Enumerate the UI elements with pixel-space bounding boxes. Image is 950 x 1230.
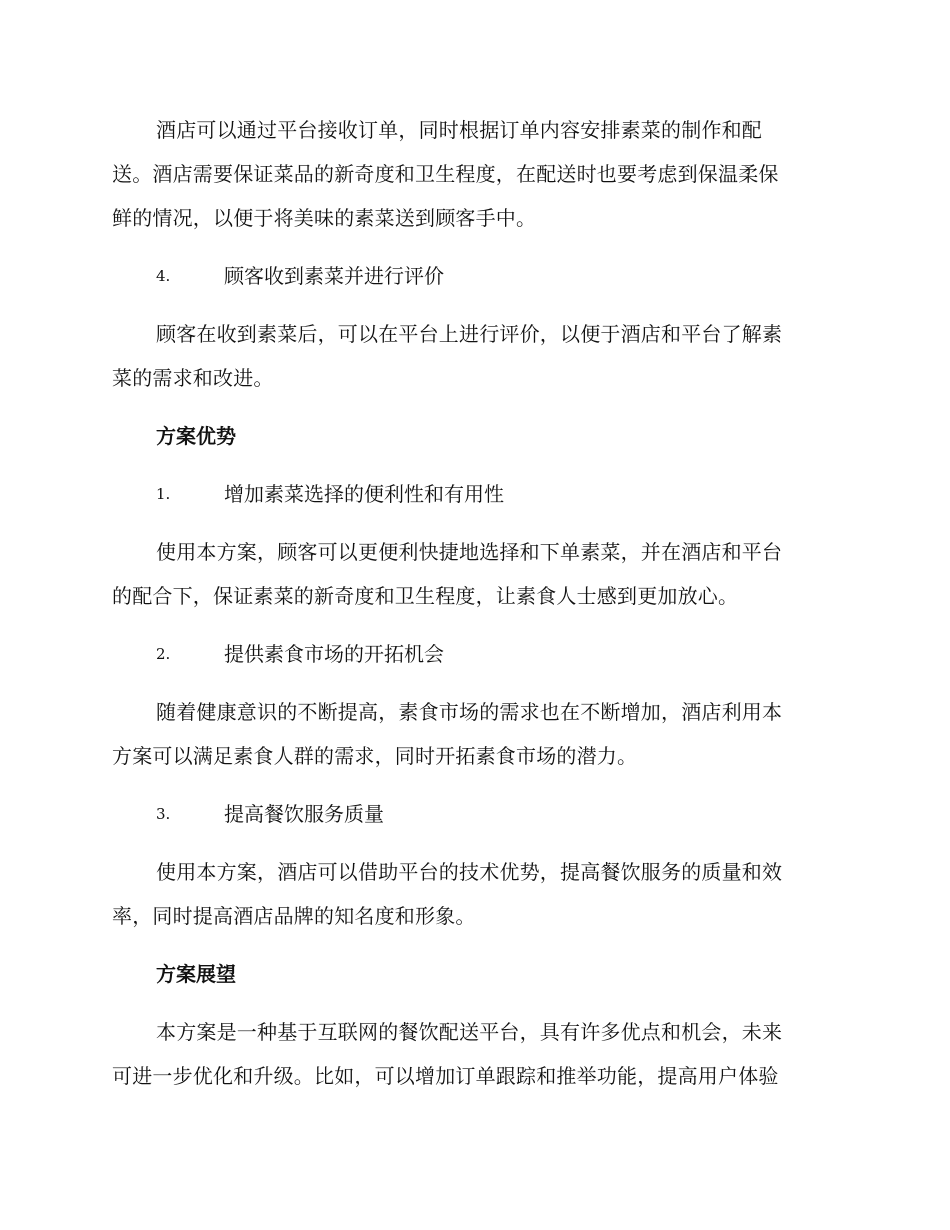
list-number: 4. <box>156 267 171 285</box>
paragraph-hotel-delivery <box>112 108 832 240</box>
paragraph-line: 酒店可以通过平台接收订单，同时根据订单内容安排素菜的制作和配 <box>156 118 762 142</box>
list-item-customer-review <box>112 254 832 298</box>
paragraph-convenience <box>112 530 832 618</box>
paragraph-line: 本方案是一种基于互联网的餐饮配送平台，具有许多优点和机会，未来 <box>156 1020 783 1044</box>
paragraph-line: 可进一步优化和升级。比如，可以增加订单跟踪和推举功能，提高用户体验 <box>112 1064 779 1088</box>
list-number: 3. <box>156 805 171 823</box>
paragraph-line: 方案可以满足素食人群的需求，同时开拓素食市场的潜力。 <box>112 744 638 768</box>
paragraph-line: 率，同时提高酒店品牌的知名度和形象。 <box>112 904 476 928</box>
paragraph-line: 鲜的情况，以便于将美味的素菜送到顾客手中。 <box>112 206 537 230</box>
paragraph-line: 随着健康意识的不断提高，素食市场的需求也在不断增加，酒店利用本 <box>156 700 783 724</box>
list-item-title: 提供素食市场的开拓机会 <box>224 642 444 666</box>
list-item-market-opportunity <box>112 632 832 676</box>
paragraph-line: 菜的需求和改进。 <box>112 366 274 390</box>
list-item-title: 提高餐饮服务质量 <box>224 802 384 826</box>
document-page <box>112 108 832 1112</box>
list-item-title: 顾客收到素菜并进行评价 <box>224 264 444 288</box>
list-item-title: 增加素菜选择的便利性和有用性 <box>224 482 504 506</box>
list-number: 2. <box>156 645 171 663</box>
paragraph-market-opportunity <box>112 690 832 778</box>
paragraph-line: 的配合下，保证素菜的新奇度和卫生程度，让素食人士感到更加放心。 <box>112 584 739 608</box>
paragraph-line: 顾客在收到素菜后，可以在平台上进行评价，以便于酒店和平台了解素 <box>156 322 783 346</box>
paragraph-customer-review <box>112 312 832 400</box>
paragraph-outlook <box>112 1010 832 1098</box>
section-heading-advantages: 方案优势 <box>156 424 236 448</box>
paragraph-line: 送。酒店需要保证菜品的新奇度和卫生程度，在配送时也要考虑到保温柔保 <box>112 162 779 186</box>
paragraph-line: 使用本方案，顾客可以更便利快捷地选择和下单素菜，并在酒店和平台 <box>156 540 783 564</box>
list-item-convenience <box>112 472 832 516</box>
list-number: 1. <box>156 485 171 503</box>
list-item-service-quality <box>112 792 832 836</box>
paragraph-service-quality <box>112 850 832 938</box>
section-heading-outlook: 方案展望 <box>156 962 236 986</box>
paragraph-line: 使用本方案，酒店可以借助平台的技术优势，提高餐饮服务的质量和效 <box>156 860 783 884</box>
